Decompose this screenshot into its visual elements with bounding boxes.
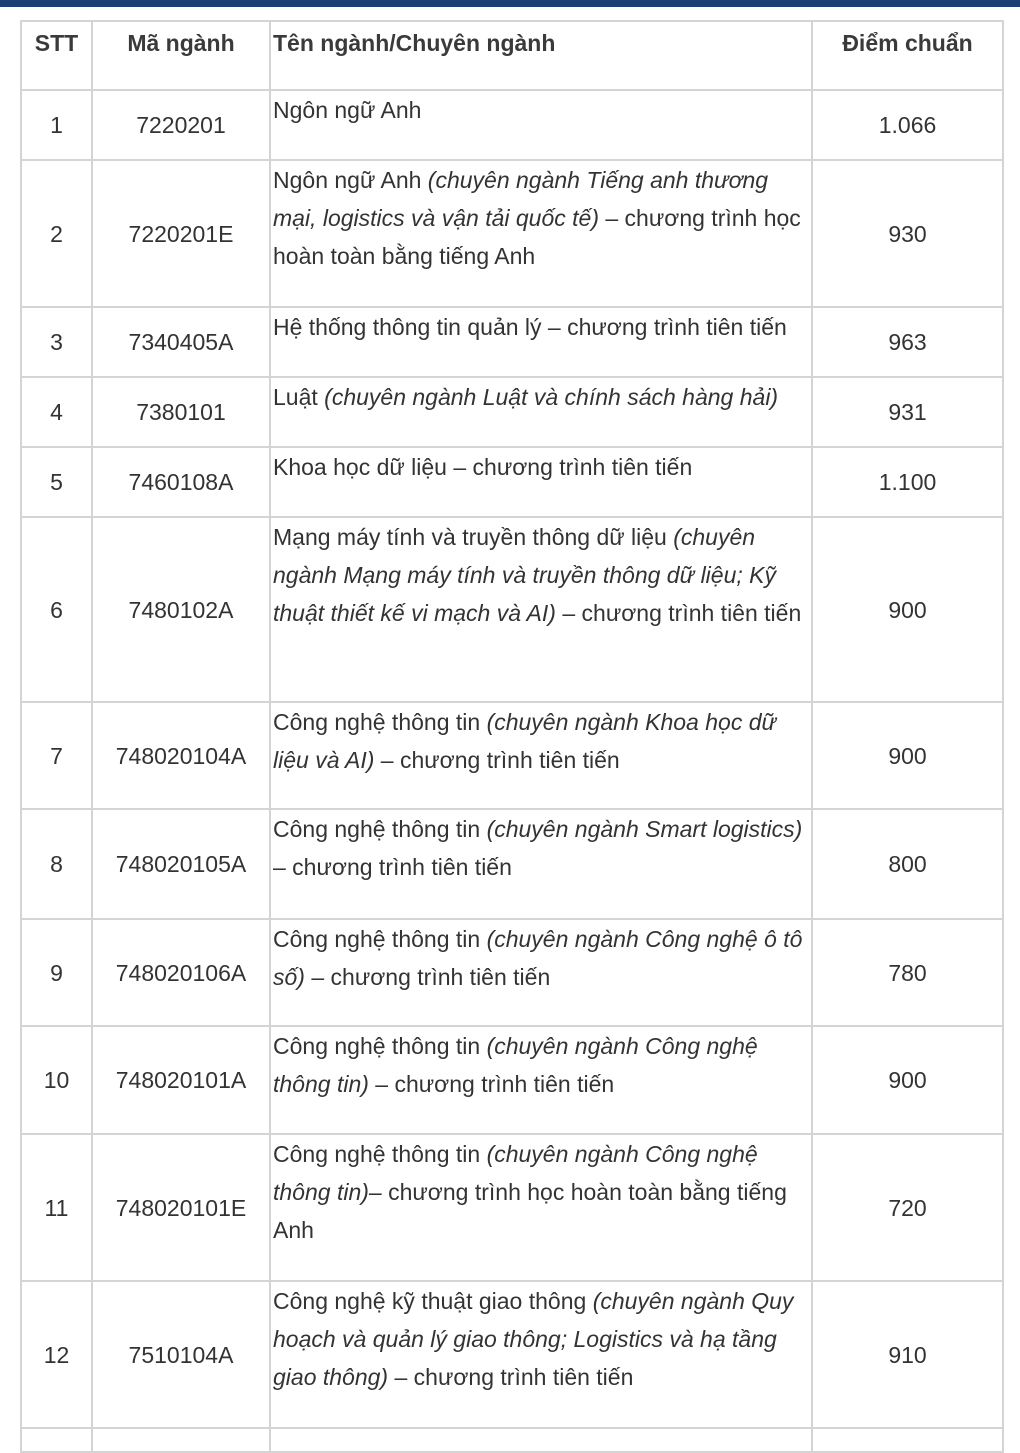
row-stt: 7 (21, 702, 92, 809)
row-stt: 10 (21, 1026, 92, 1134)
row-name-text: Mạng máy tính và truyền thông dữ liệu (273, 524, 674, 550)
row-stt: 2 (21, 160, 92, 307)
table-row (21, 377, 1003, 447)
row-score: 930 (812, 160, 1003, 307)
row-name-program: – chương trình tiên tiến (368, 1071, 615, 1097)
row-code: 7220201E (92, 160, 270, 307)
row-name-program: – chương trình tiên tiến (388, 1364, 634, 1390)
row-name (270, 1026, 812, 1134)
row-name-specialization: (chuyên ngành Smart logistics) (486, 816, 803, 842)
row-name-specialization: (chuyên ngành Tiếng anh thương mại, logistics và vận tải quốc tế) (273, 167, 769, 231)
row-code: 748020105A (92, 809, 270, 919)
row-name-text: Công nghệ thông tin (273, 1033, 487, 1059)
header-code: Mã ngành (92, 21, 270, 90)
row-name (270, 160, 812, 307)
header-name: Tên ngành/Chuyên ngành (270, 21, 812, 90)
row-code: 7480102A (92, 517, 270, 702)
table-row (21, 702, 1003, 809)
row-code: 748020104A (92, 702, 270, 809)
row-name-specialization: (chuyên ngành Quy hoạch và quản lý giao thông; Logistics và hạ tầng giao thông) (273, 1288, 794, 1390)
row-code: 748020101E (92, 1134, 270, 1281)
row-stt: 11 (21, 1134, 92, 1281)
table-row (21, 1281, 1003, 1428)
row-stt: 3 (21, 307, 92, 377)
row-name-program: – chương trình học hoàn toàn bằng tiếng Anh (273, 1179, 787, 1243)
table-row (21, 307, 1003, 377)
row-name-specialization: (chuyên ngành Luật và chính sách hàng hải) (324, 384, 779, 410)
row-score: 720 (812, 1134, 1003, 1281)
row-stt: 8 (21, 809, 92, 919)
header-stt: STT (21, 21, 92, 90)
row-code: 7510104A (92, 1281, 270, 1428)
table-row (21, 809, 1003, 919)
row-name-text: Công nghệ thông tin (273, 816, 487, 842)
row-name (270, 809, 812, 919)
row-code: 748020101A (92, 1026, 270, 1134)
row-name-specialization: (chuyên ngành Mạng máy tính và truyền thông dữ liệu; Kỹ thuật thiết kế vi mạch và AI) (273, 524, 776, 626)
row-name-specialization: (chuyên ngành Công nghệ ô tô số) (273, 926, 803, 990)
table-row (21, 160, 1003, 307)
row-score: 1.100 (812, 447, 1003, 517)
row-name-specialization: (chuyên ngành Công nghệ thông tin) (273, 1033, 758, 1097)
table-row (21, 517, 1003, 702)
row-name-program: – chương trình tiên tiến (374, 747, 620, 773)
row-name-program: – chương trình tiên tiến (555, 600, 802, 626)
row-name-program: – chương trình tiên tiến (304, 964, 551, 990)
row-name-text: Công nghệ thông tin (273, 926, 487, 952)
row-code: 7380101 (92, 377, 270, 447)
row-score: 931 (812, 377, 1003, 447)
row-name (270, 377, 812, 447)
row-name (270, 702, 812, 809)
row-name-text: Công nghệ thông tin (273, 709, 487, 735)
row-code: 748020106A (92, 919, 270, 1026)
row-name-specialization: (chuyên ngành Công nghệ thông tin) (273, 1141, 758, 1205)
row-name-text: Hệ thống thông tin quản lý – chương trình tiên tiến (273, 314, 787, 340)
row-name-text: Ngôn ngữ Anh (273, 167, 428, 193)
row-name-program: – chương trình học hoàn toàn bằng tiếng Anh (273, 205, 801, 269)
row-stt: 12 (21, 1281, 92, 1428)
row-name-text: Luật (273, 384, 325, 410)
row-name-text: Khoa học dữ liệu – chương trình tiên tiến (273, 454, 693, 480)
row-stt: 6 (21, 517, 92, 702)
row-name (270, 447, 812, 517)
row-name-program: – chương trình tiên tiến (273, 854, 512, 880)
row-name (270, 90, 812, 160)
row-name (270, 517, 812, 702)
header-score: Điểm chuẩn (812, 21, 1003, 90)
row-score: 900 (812, 517, 1003, 702)
row-name (270, 1281, 812, 1428)
table-header-row (21, 21, 1003, 90)
row-name (270, 1134, 812, 1281)
row-score: 780 (812, 919, 1003, 1026)
table-row (21, 447, 1003, 517)
row-code: 7460108A (92, 447, 270, 517)
row-code: 7340405A (92, 307, 270, 377)
table-row (21, 919, 1003, 1026)
row-stt: 1 (21, 90, 92, 160)
row-code: 7220201 (92, 90, 270, 160)
row-stt: 5 (21, 447, 92, 517)
admission-score-table (20, 20, 1004, 1453)
row-score: 910 (812, 1281, 1003, 1428)
row-score: 900 (812, 702, 1003, 809)
row-name (270, 919, 812, 1026)
row-stt: 4 (21, 377, 92, 447)
row-score: 800 (812, 809, 1003, 919)
table-row (21, 90, 1003, 160)
table-row (21, 1026, 1003, 1134)
row-name-text: Công nghệ kỹ thuật giao thông (273, 1288, 593, 1314)
row-name (270, 307, 812, 377)
row-score: 963 (812, 307, 1003, 377)
row-score: 1.066 (812, 90, 1003, 160)
row-name-text: Ngôn ngữ Anh (273, 97, 422, 123)
row-score: 900 (812, 1026, 1003, 1134)
row-name-specialization: (chuyên ngành Khoa học dữ liệu và AI) (273, 709, 777, 773)
table-row (21, 1134, 1003, 1281)
row-stt: 9 (21, 919, 92, 1026)
top-accent-bar (0, 0, 1020, 7)
row-name-text: Công nghệ thông tin (273, 1141, 487, 1167)
